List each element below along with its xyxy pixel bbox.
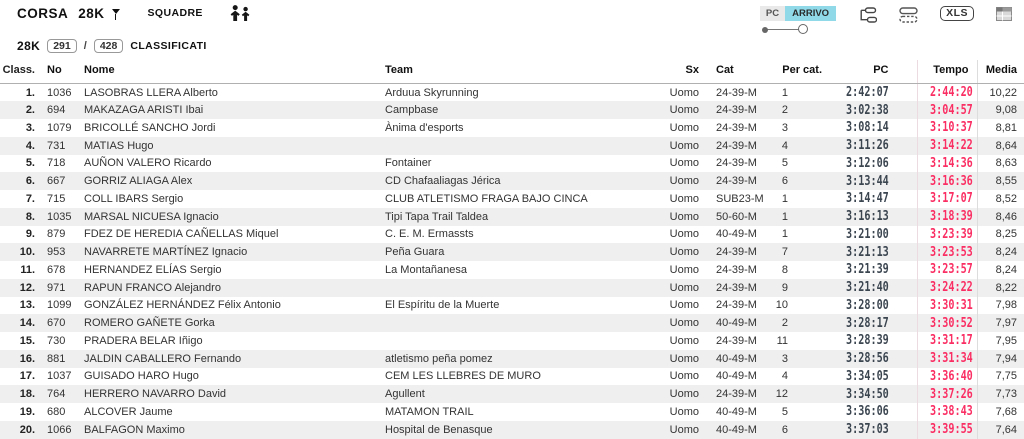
- cell-team: [385, 332, 660, 350]
- cell-media: 8,46: [995, 210, 1017, 223]
- cell-sx: Uomo: [669, 317, 699, 330]
- cell-cat: 24-39-M: [716, 86, 757, 99]
- total-count-badge: 428: [94, 39, 124, 53]
- table-row[interactable]: [0, 368, 1024, 386]
- squadre-button[interactable]: SQUADRE: [147, 7, 203, 19]
- cell-pc: [825, 261, 917, 279]
- cell-pc: [825, 385, 917, 403]
- cell-team: Hospital de Benasque: [385, 423, 493, 436]
- race-distance-value: 28K: [78, 5, 105, 21]
- table-row[interactable]: [0, 155, 1024, 173]
- cell-media: 8,24: [995, 246, 1017, 259]
- cell-team: C. E. M. Ermassts: [385, 228, 474, 241]
- table-row[interactable]: [0, 243, 1024, 261]
- cell-tempo: [917, 350, 977, 368]
- cell-pc: [825, 297, 917, 315]
- cell-no: 730: [47, 334, 66, 347]
- cell-percat: 10: [775, 299, 788, 312]
- table-row[interactable]: [0, 84, 1024, 102]
- cell-name: HERNANDEZ ELÍAS Sergio: [84, 263, 222, 276]
- tempo-time-value: 3:37:26: [929, 386, 973, 402]
- cell-percat: 3: [781, 121, 788, 134]
- cell-sx: Uomo: [669, 423, 699, 436]
- toggle-pc[interactable]: PC: [760, 6, 785, 21]
- cell-pos: 15.: [19, 334, 35, 347]
- pc-time-value: 3:12:06: [845, 155, 889, 171]
- cell-sx: Uomo: [669, 405, 699, 418]
- cell-name: FDEZ DE HEREDIA CAÑELLAS Miquel: [84, 228, 279, 241]
- col-header-pc: PC: [825, 60, 917, 84]
- pc-time-value: 3:14:47: [845, 191, 889, 207]
- cell-sx: Uomo: [669, 388, 699, 401]
- table-row[interactable]: [0, 350, 1024, 368]
- cell-percat: 6: [781, 175, 788, 188]
- cell-cat: 24-39-M: [716, 263, 757, 276]
- col-header-sx: Sx: [660, 60, 702, 84]
- cell-team: MATAMON TRAIL: [385, 405, 474, 418]
- cell-pos: 2.: [25, 104, 35, 117]
- cell-percat: 6: [781, 423, 788, 436]
- cell-cat: 24-39-M: [716, 175, 757, 188]
- cell-team: Campbase: [385, 104, 439, 117]
- cell-no: 764: [47, 388, 66, 401]
- cell-no: 731: [47, 139, 66, 152]
- table-layout-icon[interactable]: [996, 7, 1012, 21]
- cell-name: NAVARRETE MARTÍNEZ Ignacio: [84, 246, 248, 259]
- cell-no: 1035: [47, 210, 72, 223]
- cell-cat: 40-49-M: [716, 423, 757, 436]
- tempo-time-value: 3:10:37: [929, 120, 973, 136]
- results-body: [0, 84, 1024, 439]
- cell-media: 8,64: [995, 139, 1017, 152]
- pc-time-value: 3:37:03: [845, 422, 889, 438]
- col-header-cat: Cat: [702, 60, 775, 84]
- cell-media: 8,22: [995, 281, 1017, 294]
- cell-no: 718: [47, 157, 66, 170]
- cell-media: 9,08: [995, 104, 1017, 117]
- cell-no: 971: [47, 281, 66, 294]
- cell-sx: Uomo: [669, 86, 699, 99]
- toolbar-left: [17, 5, 252, 21]
- cell-media: 7,73: [995, 388, 1017, 401]
- cell-media: 10,22: [989, 86, 1017, 99]
- cell-pos: 8.: [25, 210, 35, 223]
- table-row[interactable]: [0, 297, 1024, 315]
- col-header-percat: Per cat.: [775, 60, 825, 84]
- cell-cat: 50-60-M: [716, 210, 757, 223]
- cell-tempo: [917, 226, 977, 244]
- cell-pc: [825, 172, 917, 190]
- cell-no: 881: [47, 352, 66, 365]
- hierarchy-icon[interactable]: [858, 7, 877, 23]
- cell-team: Peña Guara: [385, 246, 445, 259]
- table-row[interactable]: [0, 279, 1024, 297]
- cell-no: 694: [47, 104, 66, 117]
- xls-export-button[interactable]: XLS: [940, 6, 974, 21]
- pc-time-value: 3:28:17: [845, 315, 889, 331]
- cell-media: 7,98: [995, 299, 1017, 312]
- cell-no: 1037: [47, 370, 72, 383]
- cell-sx: Uomo: [669, 228, 699, 241]
- cell-sx: Uomo: [669, 246, 699, 259]
- cell-percat: 8: [781, 263, 788, 276]
- cell-pos: 9.: [25, 228, 35, 241]
- cell-pos: 6.: [25, 175, 35, 188]
- cell-pc: [825, 350, 917, 368]
- cell-team: CEM LES LLEBRES DE MURO: [385, 370, 541, 383]
- cell-tempo: [917, 243, 977, 261]
- pc-time-value: 3:16:13: [845, 209, 889, 225]
- cell-pos: 13.: [19, 299, 35, 312]
- cell-pos: 7.: [25, 192, 35, 205]
- cell-pos: 11.: [20, 263, 35, 276]
- cell-percat: 1: [781, 86, 788, 99]
- cell-media: 7,68: [995, 405, 1017, 418]
- cell-name: ROMERO GAÑETE Gorka: [84, 317, 215, 330]
- cell-sx: Uomo: [669, 263, 699, 276]
- slider-handle[interactable]: [798, 24, 808, 34]
- tempo-time-value: 3:38:43: [929, 404, 973, 420]
- cell-pos: 17.: [19, 370, 35, 383]
- pc-time-value: 3:21:13: [845, 244, 889, 260]
- chevron-down-icon: [112, 9, 120, 20]
- checkpoint-slider[interactable]: [762, 24, 808, 36]
- cell-team: [385, 314, 660, 332]
- cell-name: BRICOLLÉ SANCHO Jordi: [84, 121, 216, 134]
- cell-percat: 12: [775, 388, 788, 401]
- cell-percat: 9: [781, 281, 788, 294]
- cell-pos: 3.: [25, 121, 35, 134]
- cell-sx: Uomo: [669, 104, 699, 117]
- tempo-time-value: 3:30:31: [929, 297, 973, 313]
- cell-sx: Uomo: [669, 370, 699, 383]
- cell-name: HERRERO NAVARRO David: [84, 388, 227, 401]
- cell-pc: [825, 155, 917, 173]
- cell-no: 670: [47, 317, 66, 330]
- cell-team: atletismo peña pomez: [385, 352, 493, 365]
- cell-pos: 14.: [19, 317, 35, 330]
- cell-pc: [825, 119, 917, 137]
- tempo-time-value: 3:18:39: [929, 209, 973, 225]
- cell-media: 7,64: [995, 423, 1017, 436]
- cell-pc: [825, 208, 917, 226]
- cell-name: MATIAS Hugo: [84, 139, 154, 152]
- cell-percat: 7: [781, 246, 788, 259]
- pc-time-value: 3:28:39: [845, 333, 889, 349]
- pc-time-value: 3:34:50: [845, 386, 889, 402]
- cell-sx: Uomo: [669, 192, 699, 205]
- cell-pos: 1.: [25, 86, 35, 99]
- cell-tempo: [917, 385, 977, 403]
- cell-pc: [825, 84, 917, 102]
- cell-media: 7,75: [995, 370, 1017, 383]
- cell-name: ALCOVER Jaume: [84, 405, 173, 418]
- table-row[interactable]: [0, 332, 1024, 350]
- pc-time-value: 2:42:07: [845, 85, 889, 101]
- cell-cat: 24-39-M: [716, 139, 757, 152]
- cell-team: Agullent: [385, 388, 425, 401]
- cell-tempo: [917, 208, 977, 226]
- cell-cat: 40-49-M: [716, 352, 757, 365]
- finished-count-badge: 291: [47, 39, 77, 53]
- view-toggle: [760, 6, 836, 21]
- cell-pc: [825, 279, 917, 297]
- cell-name: GONZÁLEZ HERNÁNDEZ Félix Antonio: [84, 299, 281, 312]
- cell-cat: 40-49-M: [716, 228, 757, 241]
- cell-name: MARSAL NICUESA Ignacio: [84, 210, 219, 223]
- cell-pos: 5.: [25, 157, 35, 170]
- cell-team: Ànima d'esports: [385, 121, 464, 134]
- tempo-time-value: 3:36:40: [929, 368, 973, 384]
- cell-pc: [825, 368, 917, 386]
- cell-cat: 24-39-M: [716, 157, 757, 170]
- pc-time-value: 3:11:26: [845, 138, 889, 154]
- table-row[interactable]: [0, 119, 1024, 137]
- race-type-label: CORSA: [17, 5, 69, 21]
- cell-media: 7,95: [995, 334, 1017, 347]
- cell-no: 1079: [47, 121, 72, 134]
- cell-tempo: [917, 314, 977, 332]
- cell-percat: 4: [781, 370, 788, 383]
- cell-no: 680: [47, 405, 66, 418]
- tempo-time-value: 3:24:22: [929, 280, 973, 296]
- table-row[interactable]: [0, 314, 1024, 332]
- cell-cat: 24-39-M: [716, 246, 757, 259]
- cell-no: 1099: [47, 299, 72, 312]
- table-row[interactable]: [0, 403, 1024, 421]
- cell-pos: 19.: [19, 405, 35, 418]
- cell-name: COLL IBARS Sergio: [84, 192, 184, 205]
- cell-percat: 1: [781, 192, 788, 205]
- cell-name: PRADERA BELAR Iñigo: [84, 334, 203, 347]
- cell-no: 715: [47, 192, 66, 205]
- col-header-no: No: [40, 60, 80, 84]
- cell-pc: [825, 137, 917, 155]
- col-header-tempo: Tempo: [917, 60, 977, 84]
- cell-cat: 24-39-M: [716, 334, 757, 347]
- cell-team: El Espíritu de la Muerte: [385, 299, 500, 312]
- cell-percat: 2: [781, 104, 788, 117]
- pc-time-value: 3:28:00: [845, 297, 889, 313]
- cell-cat: SUB23-M: [716, 192, 764, 205]
- cell-pc: [825, 314, 917, 332]
- cell-pos: 20.: [19, 423, 35, 436]
- toggle-arrivo[interactable]: ARRIVO: [785, 6, 836, 21]
- cell-team: [385, 279, 660, 297]
- pc-time-value: 3:36:06: [845, 404, 889, 420]
- cell-media: 8,52: [995, 192, 1017, 205]
- cell-pc: [825, 403, 917, 421]
- tempo-time-value: 3:39:55: [929, 422, 973, 438]
- tempo-time-value: 3:04:57: [929, 102, 973, 118]
- cell-team: CD Chafaaliagas Jérica: [385, 175, 501, 188]
- cell-media: 8,63: [995, 157, 1017, 170]
- cell-tempo: [917, 332, 977, 350]
- cell-sx: Uomo: [669, 175, 699, 188]
- col-header-class: Class.: [0, 60, 40, 84]
- results-table: [0, 60, 1024, 439]
- pc-time-value: 3:21:39: [845, 262, 889, 278]
- cell-percat: 11: [776, 334, 788, 347]
- cell-pos: 10.: [19, 246, 35, 259]
- tempo-time-value: 3:14:22: [929, 138, 973, 154]
- tempo-time-value: 3:16:36: [929, 173, 973, 189]
- cell-tempo: [917, 84, 977, 102]
- cell-percat: 3: [781, 352, 788, 365]
- cell-no: 953: [47, 246, 66, 259]
- cell-tempo: [917, 101, 977, 119]
- cell-sx: Uomo: [669, 334, 699, 347]
- cell-no: 1066: [47, 423, 72, 436]
- teams-people-icon[interactable]: [229, 5, 252, 21]
- cell-sx: Uomo: [669, 121, 699, 134]
- cell-media: 8,25: [995, 228, 1017, 241]
- cell-team: Arduua Skyrunning: [385, 86, 479, 99]
- cell-name: GUISADO HARO Hugo: [84, 370, 199, 383]
- toolbar-right: [760, 5, 1012, 36]
- toolbar: [0, 0, 1024, 30]
- cell-name: AUÑON VALERO Ricardo: [84, 157, 212, 170]
- classificati-label: CLASSIFICATI: [130, 40, 207, 52]
- cell-tempo: [917, 137, 977, 155]
- cell-pos: 4.: [25, 139, 35, 152]
- cell-tempo: [917, 368, 977, 386]
- cell-team: [385, 137, 660, 155]
- cell-cat: 24-39-M: [716, 104, 757, 117]
- pc-time-value: 3:21:40: [845, 280, 889, 296]
- pc-time-value: 3:28:56: [845, 351, 889, 367]
- cell-pc: [825, 243, 917, 261]
- table-row[interactable]: [0, 137, 1024, 155]
- cell-pos: 16.: [19, 352, 35, 365]
- cell-no: 678: [47, 263, 66, 276]
- tempo-time-value: 3:23:39: [929, 226, 973, 242]
- table-row[interactable]: [0, 208, 1024, 226]
- cell-cat: 24-39-M: [716, 299, 757, 312]
- cell-media: 8,81: [995, 121, 1017, 134]
- cell-name: RAPUN FRANCO Alejandro: [84, 281, 221, 294]
- table-row[interactable]: [0, 190, 1024, 208]
- cell-tempo: [917, 172, 977, 190]
- tempo-time-value: 3:14:36: [929, 155, 973, 171]
- cell-name: JALDIN CABALLERO Fernando: [84, 352, 242, 365]
- table-row[interactable]: [0, 101, 1024, 119]
- cell-name: BALFAGON Maximo: [84, 423, 185, 436]
- race-distance-dropdown[interactable]: [78, 6, 119, 21]
- count-separator: /: [83, 40, 87, 52]
- cell-percat: 1: [781, 228, 788, 241]
- cell-percat: 1: [781, 210, 788, 223]
- cell-media: 8,55: [995, 175, 1017, 188]
- cell-tempo: [917, 279, 977, 297]
- cell-percat: 2: [781, 317, 788, 330]
- cell-team: Fontainer: [385, 157, 432, 170]
- cell-tempo: [917, 403, 977, 421]
- cell-cat: 40-49-M: [716, 317, 757, 330]
- tempo-time-value: 3:30:52: [929, 315, 973, 331]
- slider-dot: [762, 27, 768, 33]
- cell-pc: [825, 101, 917, 119]
- cell-team: La Montañanesa: [385, 263, 467, 276]
- cell-sx: Uomo: [669, 157, 699, 170]
- tempo-time-value: 3:31:34: [929, 351, 973, 367]
- cell-name: GORRIZ ALIAGA Alex: [84, 175, 193, 188]
- pc-time-value: 3:02:38: [845, 102, 889, 118]
- cell-cat: 24-39-M: [716, 281, 757, 294]
- cell-pos: 18.: [19, 388, 35, 401]
- cell-pc: [825, 226, 917, 244]
- table-header-row: [0, 60, 1024, 84]
- cell-no: 667: [47, 175, 66, 188]
- pc-time-value: 3:13:44: [845, 173, 889, 189]
- cell-tempo: [917, 297, 977, 315]
- table-row[interactable]: [0, 172, 1024, 190]
- cell-sx: Uomo: [669, 210, 699, 223]
- stacked-rows-icon[interactable]: [899, 7, 918, 23]
- tempo-time-value: 3:17:07: [929, 191, 973, 207]
- summary-distance: 28K: [17, 39, 41, 53]
- cell-team: Tipi Tapa Trail Taldea: [385, 210, 489, 223]
- cell-no: 879: [47, 228, 66, 241]
- cell-tempo: [917, 190, 977, 208]
- cell-cat: 24-39-M: [716, 388, 757, 401]
- col-header-team: Team: [385, 60, 660, 84]
- cell-pc: [825, 332, 917, 350]
- cell-pc: [825, 190, 917, 208]
- cell-media: 7,94: [995, 352, 1017, 365]
- col-header-nome: Nome: [80, 60, 385, 84]
- cell-sx: Uomo: [669, 281, 699, 294]
- cell-cat: 40-49-M: [716, 405, 757, 418]
- cell-sx: Uomo: [669, 352, 699, 365]
- cell-tempo: [917, 119, 977, 137]
- cell-media: 7,97: [995, 317, 1017, 330]
- pc-arrivo-control: [760, 6, 836, 36]
- cell-name: LASOBRAS LLERA Alberto: [84, 86, 218, 99]
- cell-cat: 24-39-M: [716, 121, 757, 134]
- cell-percat: 5: [781, 157, 788, 170]
- cell-team: CLUB ATLETISMO FRAGA BAJO CINCA: [385, 192, 588, 205]
- table-row[interactable]: [0, 385, 1024, 403]
- cell-tempo: [917, 261, 977, 279]
- cell-sx: Uomo: [669, 139, 699, 152]
- tempo-time-value: 3:23:57: [929, 262, 973, 278]
- table-row[interactable]: [0, 261, 1024, 279]
- cell-name: MAKAZAGA ARISTI Ibai: [84, 104, 204, 117]
- cell-no: 1036: [47, 86, 72, 99]
- cell-media: 8,24: [995, 263, 1017, 276]
- cell-tempo: [917, 155, 977, 173]
- cell-percat: 5: [781, 405, 788, 418]
- pc-time-value: 3:21:00: [845, 226, 889, 242]
- cell-cat: 40-49-M: [716, 370, 757, 383]
- tempo-time-value: 2:44:20: [929, 85, 973, 101]
- cell-percat: 4: [781, 139, 788, 152]
- col-header-media: Media: [977, 60, 1024, 84]
- cell-sx: Uomo: [669, 299, 699, 312]
- table-row[interactable]: [0, 226, 1024, 244]
- tempo-time-value: 3:23:53: [929, 244, 973, 260]
- pc-time-value: 3:08:14: [845, 120, 889, 136]
- tempo-time-value: 3:31:17: [929, 333, 973, 349]
- cell-pos: 12.: [19, 281, 35, 294]
- pc-time-value: 3:34:05: [845, 368, 889, 384]
